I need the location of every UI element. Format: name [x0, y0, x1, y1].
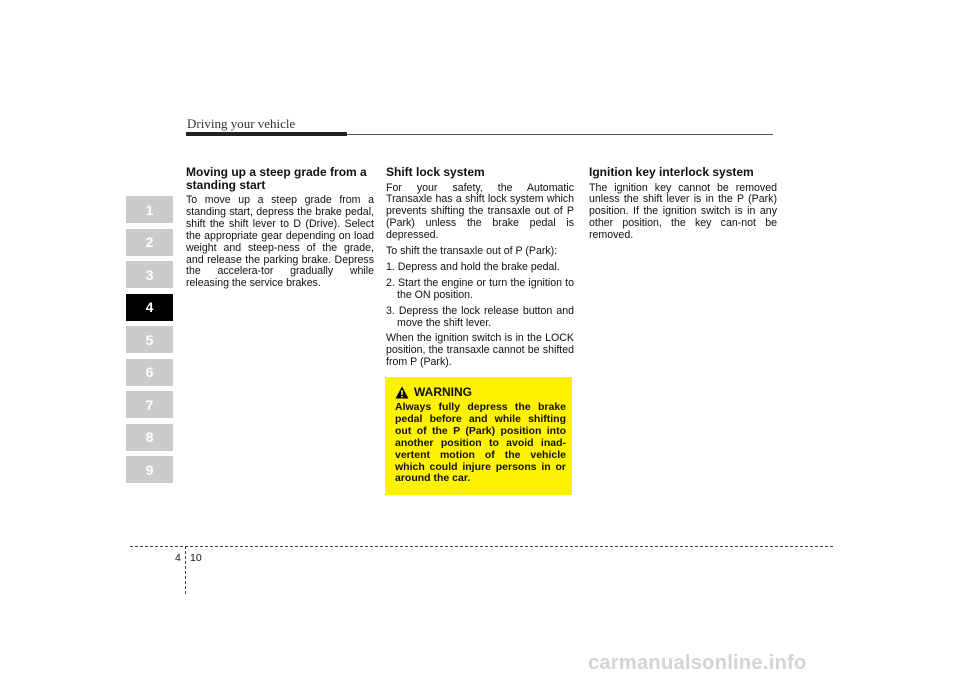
- shift-lock-step: 2. Start the engine or turn the ignition to the ON position.: [386, 276, 574, 301]
- footer-rule: [130, 546, 833, 547]
- footer-chapter-number: 4: [175, 552, 181, 564]
- warning-text: Always fully depress the brake pedal before and while shifting out of the P (Park) position into another position to avoid inad-vertent motion of the vehicle which could injure persons in or around the car.: [395, 401, 566, 485]
- watermark: carmanualsonline.info: [588, 652, 807, 674]
- ignition-body: The ignition key cannot be removed unless the shift lever is in the P (Park) position. If the ignition switch is in any other position, the key can-not be removed.: [589, 181, 777, 242]
- chapter-tab-2[interactable]: 2: [126, 229, 173, 256]
- chapter-tab-5[interactable]: 5: [126, 326, 173, 353]
- chapter-tab-1[interactable]: 1: [126, 196, 173, 223]
- chapter-tab-6[interactable]: 6: [126, 359, 173, 386]
- steep-grade-heading: Moving up a steep grade from a standing start: [186, 165, 367, 192]
- shift-lock-note: When the ignition switch is in the LOCK position, the transaxle cannot be shifted from P (Park).: [386, 332, 574, 369]
- shift-lock-step: 1. Depress and hold the brake pedal.: [386, 260, 560, 273]
- page-header-title: Driving your vehicle: [187, 116, 296, 131]
- chapter-tab-8[interactable]: 8: [126, 424, 173, 451]
- shift-lock-step: 3. Depress the lock release button and move the shift lever.: [386, 304, 574, 329]
- column-shift-lock: [386, 166, 574, 373]
- header-rule-dark: [186, 132, 347, 136]
- shift-lock-steps: [386, 262, 574, 330]
- shift-lock-heading: Shift lock system: [386, 165, 485, 179]
- header-rule-line: [347, 134, 773, 135]
- warning-header: [395, 385, 566, 399]
- column-steep-grade: [186, 166, 374, 294]
- warning-box: [385, 377, 572, 495]
- steep-grade-body: To move up a steep grade from a standing start, depress the brake pedal, shift the shift lever to D (Drive). Select the appropriate gear depending on load weight and steep-ness of the grade, and release the parking brake. Depress the accelera-tor gradually while releasing the service brakes.: [186, 194, 374, 290]
- footer-page-number: 10: [190, 552, 202, 564]
- chapter-tabs: [126, 196, 173, 489]
- chapter-tab-7[interactable]: 7: [126, 391, 173, 418]
- chapter-tab-3[interactable]: 3: [126, 261, 173, 288]
- shift-lock-intro: For your safety, the Automatic Transaxle has a shift lock system which prevents shifting the transaxle out of P (Park) unless the brake pedal is depressed.: [386, 181, 574, 242]
- chapter-tab-4[interactable]: 4: [126, 294, 173, 321]
- footer-divider: [185, 546, 186, 594]
- shift-lock-lead: To shift the transaxle out of P (Park):: [386, 245, 558, 258]
- warning-title: WARNING: [414, 385, 472, 399]
- warning-triangle-icon: [395, 386, 409, 399]
- ignition-heading: Ignition key interlock system: [589, 165, 754, 179]
- chapter-tab-9[interactable]: 9: [126, 456, 173, 483]
- column-ignition-interlock: [589, 166, 777, 246]
